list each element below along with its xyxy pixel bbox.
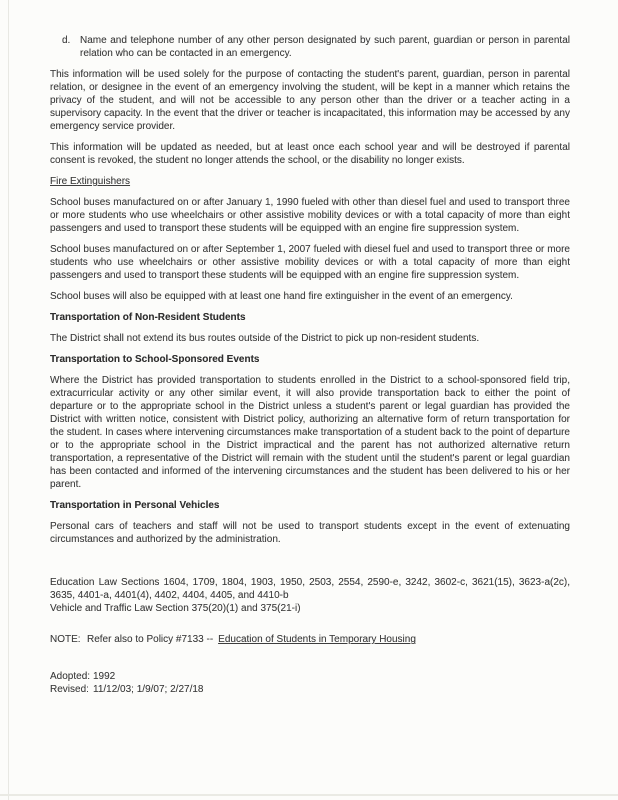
paragraph-buses-2007: School buses manufactured on or after September 1, 2007 fueled with diesel fuel and used to transport three or more students who use wheelchairs or other assistive mobility devices or with a total capacity of more than eight passengers and used to transport these students will be equipped with an engine fire suppression system. (50, 244, 570, 281)
paragraph-information-use: This information will be used solely for the purpose of contacting the student's parent, guardian, person in parental relation, or designee in the event of an emergency involving the student, will be kept in a manner which retains the privacy of the student, and will not be accessible to any person other than the driver or a teacher acting in a supervisory capacity. In the event that the driver or teacher is incapacitated, this information may be accessed by any emergency service provider. (50, 69, 570, 132)
note-label: NOTE: (50, 634, 81, 645)
citation-education-law: Education Law Sections 1604, 1709, 1804, 1903, 1950, 2503, 2554, 2590-e, 3242, 3602-c, 3621(15), 3623-a(2c), 3635, 4401-a, 4401(4), 4402, 4404, 4405, and 4410-b (50, 577, 570, 601)
scan-edge-left (8, 0, 9, 800)
paragraph-personal-vehicles: Personal cars of teachers and staff will not be used to transport students except in the event of extenuating circumstances and authorized by the administration. (50, 521, 570, 545)
adopted-row (50, 670, 570, 683)
adoption-footer (50, 670, 570, 696)
scan-edge-bottom (0, 794, 618, 796)
adopted-value: 1992 (93, 671, 116, 682)
revised-value: 11/12/03; 1/9/07; 2/27/18 (93, 684, 204, 695)
adopted-label: Adopted: (50, 671, 91, 682)
note-row (50, 633, 570, 646)
note-text: Refer also to Policy #7133 -- (87, 634, 214, 645)
heading-personal-vehicles: Transportation in Personal Vehicles (50, 500, 220, 511)
heading-fire-extinguishers: Fire Extinguishers (50, 176, 131, 187)
paragraph-buses-1990: School buses manufactured on or after January 1, 1990 fueled with other than diesel fuel and used to transport three or more students who use wheelchairs or other assistive mobility devices or with a total capacity of more than eight passengers and used to transport these students will be equipped with an engine fire suppression system. (50, 197, 570, 234)
heading-non-resident-students: Transportation of Non-Resident Students (50, 312, 246, 323)
document-content (50, 34, 570, 696)
paragraph-information-update: This information will be updated as needed, but at least once each school year and will be destroyed if parental consent is revoked, the student no longer attends the school, or the disability no longer exists. (50, 142, 570, 166)
paragraph-school-sponsored: Where the District has provided transportation to students enrolled in the District to a school-sponsored field trip, extracurricular activity or any other similar event, it will also provide transportation back to either the point of departure or to the appropriate school in the District unless a student's parent or legal guardian has provided the District with written notice, consistent with District policy, authorizing an alternative form of return transportation for the student. In cases where intervening circumstances make transportation of a student back to the point of departure or to the appropriate school in the District impractical and the parent has not authorized alternative return transportation, a representative of the District will remain with the student until the student's parent or legal guardian has been contacted and informed of the intervening circumstances and the student has been delivered to his or her parent. (50, 375, 570, 490)
paragraph-hand-extinguisher: School buses will also be equipped with at least one hand fire extinguisher in the event of an emergency. (50, 291, 513, 302)
heading-school-sponsored-events: Transportation to School-Sponsored Events (50, 354, 260, 365)
paragraph-non-resident: The District shall not extend its bus routes outside of the District to pick up non-resident students. (50, 333, 480, 344)
legal-citations (50, 576, 570, 615)
list-item-d-marker: d. (62, 35, 71, 46)
citation-vehicle-traffic-law: Vehicle and Traffic Law Section 375(20)(1) and 375(21-i) (50, 603, 301, 614)
revised-label: Revised: (50, 684, 89, 695)
list-item-d (50, 34, 570, 60)
policy-7133-link[interactable]: Education of Students in Temporary Housing (218, 634, 416, 645)
list-item-d-text: Name and telephone number of any other person designated by such parent, guardian or person in parental relation who can be contacted in an emergency. (80, 35, 570, 59)
revised-row (50, 683, 570, 696)
